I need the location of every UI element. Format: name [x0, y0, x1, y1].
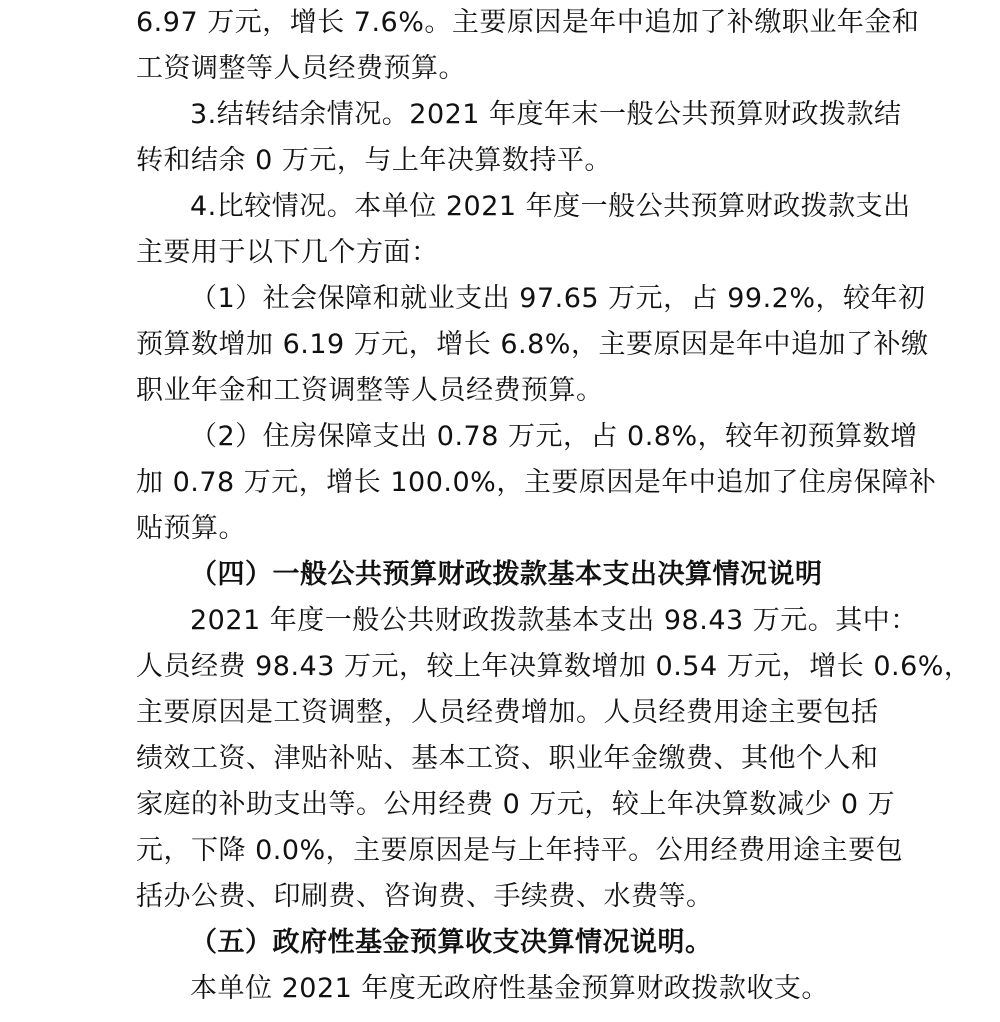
text-line: 预算数增加 6.19 万元，增长 6.8%，主要原因是年中追加了补缴 — [136, 329, 929, 360]
text-line: 家庭的补助支出等。公用经费 0 万元，较上年决算数减少 0 万 — [136, 789, 896, 820]
text-line: 2021 年度一般公共财政拨款基本支出 98.43 万元。其中： — [190, 605, 918, 636]
text-line: 绩效工资、津贴补贴、基本工资、职业年金缴费、其他个人和 — [136, 743, 879, 774]
text-line: 转和结余 0 万元，与上年决算数持平。 — [136, 145, 612, 176]
text-line: 本单位 2021 年度无政府性基金预算财政拨款收支。 — [190, 973, 829, 1004]
text-line: 4.比较情况。本单位 2021 年度一般公共预算财政拨款支出 — [190, 191, 911, 222]
text-line: 括办公费、印刷费、咨询费、手续费、水费等。 — [136, 881, 714, 912]
text-line: 职业年金和工资调整等人员经费预算。 — [136, 375, 604, 406]
text-line: 主要用于以下几个方面： — [136, 237, 439, 268]
text-line: 贴预算。 — [136, 513, 246, 544]
section-heading: （四）一般公共预算财政拨款基本支出决算情况说明 — [190, 559, 823, 590]
text-line: 6.97 万元，增长 7.6%。主要原因是年中追加了补缴职业年金和 — [136, 7, 920, 38]
text-line: 3.结转结余情况。2021 年度年末一般公共预算财政拨款结 — [190, 99, 902, 130]
text-line: （1）社会保障和就业支出 97.65 万元，占 99.2%，较年初 — [190, 283, 926, 314]
text-line: 主要原因是工资调整，人员经费增加。人员经费用途主要包括 — [136, 697, 879, 728]
text-line: 人员经费 98.43 万元，较上年决算数增加 0.54 万元，增长 0.6%， — [136, 651, 972, 682]
document-body — [136, 0, 972, 1012]
text-line: （2）住房保障支出 0.78 万元，占 0.8%，较年初预算数增 — [190, 421, 918, 452]
text-line: 加 0.78 万元，增长 100.0%，主要原因是年中追加了住房保障补 — [136, 467, 937, 498]
text-line: 工资调整等人员经费预算。 — [136, 53, 466, 84]
text-line: 元，下降 0.0%，主要原因是与上年持平。公用经费用途主要包 — [136, 835, 904, 866]
section-heading: （五）政府性基金预算收支决算情况说明。 — [190, 927, 713, 958]
